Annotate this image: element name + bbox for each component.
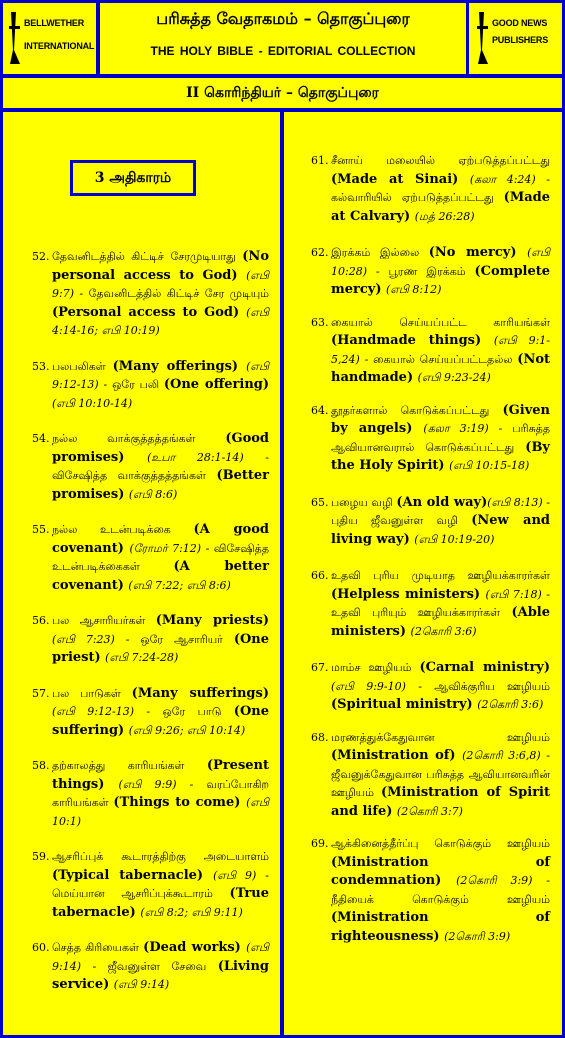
- entry-english: (Living service): [52, 958, 270, 992]
- entry-item: [311, 402, 550, 476]
- entry-item: [311, 659, 550, 715]
- chapter-label: 3 அதிகாரம்: [70, 160, 196, 196]
- entry-english: (Dead works): [143, 940, 247, 955]
- entry-reference: (கலா 3:19) -: [423, 422, 513, 435]
- trumpet-icon: [476, 10, 490, 66]
- entry-tamil: தூதர்களால் கொடுக்கப்பட்டது: [331, 403, 503, 417]
- entry-english: (One priest): [52, 631, 270, 665]
- entry-english: (Many offerings): [112, 358, 247, 374]
- entry-reference: (எபி 7:22; எபி 8:6): [128, 578, 231, 592]
- entry-tamil: விசேஷித்த உடன்படிக்கைகள்: [52, 541, 269, 573]
- entry-item: [32, 248, 269, 341]
- entry-english: (Made at Calvary): [331, 190, 550, 224]
- entry-item: [32, 612, 269, 668]
- entry-number: 60.: [32, 941, 50, 954]
- entry-english: (Made at Sinai): [331, 171, 470, 187]
- entry-reference: (எபி 9:9) -: [118, 777, 207, 791]
- entry-tamil: தேவனிடத்தில் கிட்டிச் சேர முடியும்: [88, 287, 269, 300]
- entry-item: [311, 567, 550, 641]
- entry-tamil: மெய்யான ஆசரிப்புக்கூடாரம்: [52, 887, 230, 900]
- entry-reference: (ரோமர் 7:12) -: [129, 541, 214, 555]
- entry-english: (Present things): [52, 758, 269, 792]
- entry-english: (Ministration of righteousness): [331, 910, 550, 944]
- entry-tamil: பூரண இரக்கம்: [388, 264, 475, 278]
- right-entry-list: [311, 152, 550, 946]
- entry-english: (A better covenant): [52, 559, 269, 593]
- entry-english: (Helpless ministers): [331, 586, 486, 602]
- good-news-logo: [476, 6, 560, 70]
- entry-number: 64.: [311, 403, 329, 417]
- entry-tamil: செத்த கிரியைகள்: [52, 941, 144, 954]
- entry-tamil: பல பாடுகள்: [52, 686, 132, 700]
- entry-item: [32, 430, 269, 504]
- entry-english: (By the Holy Spirit): [331, 439, 550, 473]
- entry-english: (A good covenant): [52, 522, 269, 556]
- entry-reference: (2கொரி 3:6,8) -: [462, 749, 550, 762]
- entry-tamil: ஆவிக்குரிய ஊழியம்: [434, 679, 550, 693]
- entry-english: (Given by angels): [331, 402, 550, 436]
- entry-tamil: வரப்போகிற காரியங்கள்: [52, 777, 269, 809]
- entry-item: [32, 939, 269, 995]
- entry-reference: (எபி 8:12): [386, 283, 442, 296]
- entry-number: 65.: [311, 495, 329, 509]
- entry-english: (Spiritual ministry): [331, 697, 478, 712]
- entry-number: 56.: [32, 614, 50, 627]
- entry-number: 54.: [32, 432, 50, 445]
- good-news-logo-text: GOOD NEWS PUBLISHERS: [492, 18, 549, 45]
- entry-tamil: உதவி புரியும் ஊழியக்காரர்கள்: [331, 606, 512, 619]
- entry-item: [311, 244, 550, 300]
- entry-reference: (எபி 9:14): [113, 978, 170, 991]
- entry-english: (Many sufferings): [131, 685, 269, 701]
- entry-reference: (2கொரி 3:6): [410, 624, 477, 638]
- entry-tamil: கையால் செய்யப்பட்ட காரியங்கள்: [331, 315, 550, 329]
- entry-english: (An old way): [396, 494, 488, 510]
- entry-reference: (எபி 7:23) -: [52, 632, 141, 646]
- entry-item: [32, 358, 269, 414]
- entry-english: (One suffering): [52, 704, 269, 738]
- entry-reference: (2கொரி 3:9): [444, 929, 511, 943]
- entry-english: (No personal access to God): [52, 249, 269, 283]
- entry-english: (Many priests): [155, 613, 269, 628]
- entry-number: 69.: [311, 837, 329, 850]
- entry-english: (Personal access to God): [52, 304, 247, 320]
- entry-tamil: ஆசரிப்புக் கூடாரத்திற்கு அடையாளம்: [52, 850, 269, 863]
- entry-english: (True tabernacle): [52, 886, 269, 920]
- entry-english: (Typical tabernacle): [52, 867, 214, 883]
- entry-tamil: பல ஆசாரியர்கள்: [52, 614, 156, 627]
- entry-tamil: ஜீவனுள்ள சேவை: [107, 959, 218, 973]
- entry-reference: (உபா 28:1-14) -: [147, 450, 270, 464]
- entry-english: (Ministration of condemnation): [331, 854, 550, 888]
- entry-english: (Complete mercy): [331, 263, 551, 297]
- entry-reference: (எபி 9:12-13) -: [52, 705, 163, 718]
- entry-item: [311, 152, 550, 226]
- entry-number: 61.: [311, 154, 329, 167]
- bellwether-logo-text: BELLWETHER INTERNATIONAL: [24, 18, 95, 51]
- entry-reference: (எபி 9:9-10) -: [331, 679, 435, 693]
- entry-tamil: ஆக்கினைத்தீர்ப்பு கொடுக்கும் ஊழியம்: [331, 837, 550, 850]
- entry-tamil: கல்வாரியில் ஏற்படுத்தப்பட்டது: [331, 191, 504, 204]
- entry-tamil: நல்ல வாக்குத்தத்தங்கள்: [52, 432, 226, 445]
- entry-tamil: மாம்ச ஊழியம்: [331, 661, 420, 674]
- entry-tamil: பரிசுத்த ஆவியானவரால் கொடுக்கப்பட்டது: [331, 422, 551, 454]
- bellwether-logo: [8, 6, 94, 70]
- entry-number: 58.: [32, 759, 50, 772]
- entry-english: (Handmade things): [331, 333, 494, 348]
- entry-reference: (கலா 4:24) -: [469, 172, 550, 186]
- subtitle: II கொரிந்தியர் – தொகுப்புரை: [186, 85, 379, 101]
- entry-reference: (எபி 10:10-14): [52, 396, 133, 410]
- entry-item: [311, 494, 550, 550]
- entry-number: 59.: [32, 850, 50, 863]
- entry-reference: (எபி 9:14) -: [52, 941, 269, 973]
- entry-number: 62.: [311, 246, 329, 259]
- trumpet-icon: [8, 10, 22, 66]
- entry-reference: (எபி 9:7) -: [52, 268, 269, 300]
- entry-reference: (எபி 9:1-5,24) -: [331, 334, 551, 366]
- entry-english: (No mercy): [428, 245, 528, 260]
- entry-reference: (எபி 7:18) -: [485, 587, 550, 601]
- entry-reference: (எபி 7:24-28): [105, 651, 179, 664]
- entry-item: [32, 757, 269, 831]
- entry-tamil: கையால் செய்யப்பட்டதல்ல: [373, 352, 518, 366]
- entry-tamil: புதிய ஜீவனுள்ள வழி: [331, 514, 472, 527]
- entry-number: 66.: [311, 569, 329, 582]
- entry-tamil: சீனாய் மலையில் ஏற்படுத்தப்பட்டது: [331, 154, 550, 167]
- entry-english: (Ministration of): [331, 748, 463, 763]
- entry-reference: (எபி 10:19-20): [414, 532, 495, 546]
- entry-number: 52.: [32, 250, 50, 263]
- entry-tamil: நல்ல உடன்படிக்கை: [52, 523, 194, 536]
- entry-english: (Carnal ministry): [419, 660, 550, 675]
- title-tamil: பரிசுத்த வேதாகமம் – தொகுப்புரை: [156, 9, 410, 28]
- entry-reference: (எபி 8:13) -: [487, 495, 550, 509]
- entry-reference: (2கொரி 3:6): [477, 698, 544, 711]
- entry-tamil: விசேஷித்த வாக்குத்தத்தங்கள்: [52, 469, 217, 482]
- entry-reference: (எபி 9:26; எபி 10:14): [128, 723, 246, 737]
- entry-reference: (2கொரி 3:9) -: [456, 874, 550, 887]
- entry-reference: (எபி 8:2; எபி 9:11): [140, 905, 243, 919]
- entry-number: 53.: [32, 359, 50, 373]
- entry-tamil: தேவனிடத்தில் கிட்டிச் சேரமுடியாது: [52, 250, 243, 263]
- entry-english: (Good promises): [52, 431, 269, 465]
- title-english: THE HOLY BIBLE - EDITORIAL COLLECTION: [150, 44, 416, 58]
- entry-english: (Able ministers): [331, 605, 550, 639]
- entry-tamil: இரக்கம் இல்லை: [331, 246, 429, 259]
- entry-reference: (எபி 9:23-24): [417, 371, 491, 384]
- entry-tamil: ஜீவனுக்கேதுவான பரிசுத்த ஆவியானவரின் ஊழியம்: [331, 767, 550, 799]
- entry-english: (Things to come): [113, 795, 247, 810]
- entry-number: 67.: [311, 661, 329, 674]
- entry-english: (Not handmade): [331, 351, 551, 385]
- entry-tamil: ஒரே பலி: [112, 378, 164, 391]
- entry-tamil: பழைய வழி: [331, 495, 397, 509]
- entry-english: (New and living way): [331, 513, 550, 547]
- left-entry-list: [32, 248, 269, 995]
- entry-tamil: தற்காலத்து காரியங்கள்: [52, 759, 207, 772]
- entry-tamil: நீதியைக் கொடுக்கும் ஊழியம்: [331, 892, 550, 906]
- entry-reference: (மத் 26:28): [414, 209, 475, 223]
- entry-reference: (எபி 10:1): [52, 796, 269, 828]
- entry-english: (One offering): [163, 377, 270, 392]
- entry-item: [32, 685, 269, 741]
- entry-number: 68.: [311, 730, 329, 744]
- entry-reference: (எபி 10:15-18): [449, 459, 530, 472]
- entry-tamil: உதவி புரிய முடியாத ஊழியக்காரர்கள்: [331, 569, 550, 582]
- entry-item: [311, 835, 550, 946]
- entry-english: (Ministration of Spirit and life): [331, 785, 550, 819]
- entry-reference: (எபி 10:28) -: [331, 246, 550, 278]
- entry-number: 63.: [311, 315, 329, 329]
- entry-tamil: ஒரே பாடு: [162, 705, 234, 718]
- entry-reference: (எபி 9:12-13) -: [52, 359, 269, 391]
- entry-number: 55.: [32, 523, 50, 536]
- entry-tamil: ஒரே ஆசாரியர்: [140, 632, 234, 646]
- entry-item: [32, 521, 269, 595]
- entry-reference: (எபி 8:6): [128, 487, 178, 501]
- entry-reference: (எபி 9) -: [213, 868, 269, 882]
- entry-item: [32, 848, 269, 922]
- entry-reference: (எபி 4:14-16; எபி 10:19): [52, 305, 269, 337]
- entry-tamil: பலபலிகள்: [52, 359, 113, 373]
- entry-item: [311, 314, 550, 388]
- entry-english: (Better promises): [52, 468, 269, 502]
- entry-number: 57.: [32, 686, 50, 700]
- entry-reference: (2கொரி 3:7): [396, 804, 463, 818]
- entry-item: [311, 729, 550, 822]
- entry-tamil: மரணத்துக்கேதுவான ஊழியம்: [331, 730, 550, 744]
